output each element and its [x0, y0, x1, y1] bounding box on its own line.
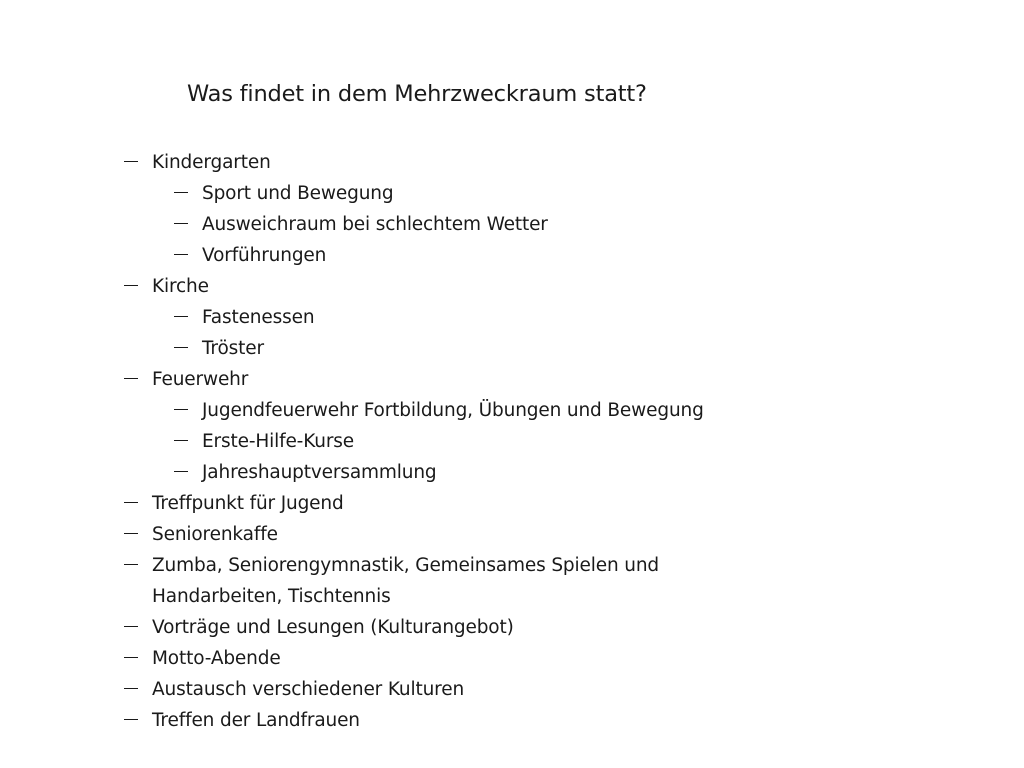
sub-bullet-item [124, 395, 824, 426]
dash-bullet-icon [124, 550, 144, 581]
bullet-list [124, 147, 824, 736]
bullet-item [124, 612, 824, 643]
dash-bullet-icon [124, 643, 144, 674]
dash-bullet-icon [124, 364, 144, 395]
bullet-text: Treffen der Landfrauen [152, 710, 360, 731]
bullet-text: Handarbeiten, Tischtennis [152, 586, 391, 607]
bullet-item [124, 643, 824, 674]
sub-bullet-item [124, 426, 824, 457]
dash-bullet-icon [124, 612, 144, 643]
bullet-text: Vorträge und Lesungen (Kulturangebot) [152, 617, 514, 638]
sub-bullet-item [124, 302, 824, 333]
sub-bullet-item [124, 178, 824, 209]
sub-bullet-item [124, 457, 824, 488]
sub-bullet-item [124, 240, 824, 271]
bullet-item [124, 519, 824, 550]
bullet-item [124, 147, 824, 178]
bullet-text: Fastenessen [202, 307, 315, 328]
bullet-text: Zumba, Seniorengymnastik, Gemeinsames Spielen und [152, 555, 660, 576]
dash-bullet-icon [174, 426, 194, 457]
dash-bullet-icon [174, 395, 194, 426]
bullet-item [124, 364, 824, 395]
bullet-text: Austausch verschiedener Kulturen [152, 679, 465, 700]
bullet-text: Kindergarten [152, 152, 271, 173]
sub-bullet-item [124, 333, 824, 364]
dash-bullet-icon [124, 705, 144, 736]
bullet-text: Jugendfeuerwehr Fortbildung, Übungen und Bewegung [202, 400, 704, 421]
sub-bullet-item [124, 209, 824, 240]
dash-bullet-icon [174, 333, 194, 364]
dash-bullet-icon [124, 147, 144, 178]
bullet-text: Jahreshauptversammlung [202, 462, 437, 483]
bullet-text: Sport und Bewegung [202, 183, 394, 204]
bullet-text: Ausweichraum bei schlechtem Wetter [202, 214, 548, 235]
dash-bullet-icon [174, 178, 194, 209]
dash-bullet-icon [124, 519, 144, 550]
bullet-text: Tröster [202, 338, 264, 359]
dash-bullet-icon [174, 457, 194, 488]
dash-bullet-icon [124, 674, 144, 705]
dash-bullet-icon [124, 271, 144, 302]
slide-title: Was findet in dem Mehrzweckraum statt? [187, 81, 647, 107]
bullet-text: Seniorenkaffe [152, 524, 278, 545]
bullet-item [124, 271, 824, 302]
dash-bullet-icon [174, 302, 194, 333]
bullet-text: Treffpunkt für Jugend [152, 493, 344, 514]
bullet-item [124, 550, 824, 612]
bullet-item [124, 705, 824, 736]
bullet-text: Erste-Hilfe-Kurse [202, 431, 355, 452]
dash-bullet-icon [124, 488, 144, 519]
dash-bullet-icon [174, 209, 194, 240]
bullet-text: Feuerwehr [152, 369, 249, 390]
bullet-text: Kirche [152, 276, 209, 297]
bullet-item [124, 488, 824, 519]
dash-bullet-icon [174, 240, 194, 271]
bullet-text: Vorführungen [202, 245, 327, 266]
bullet-text: Motto-Abende [152, 648, 281, 669]
bullet-item [124, 674, 824, 705]
